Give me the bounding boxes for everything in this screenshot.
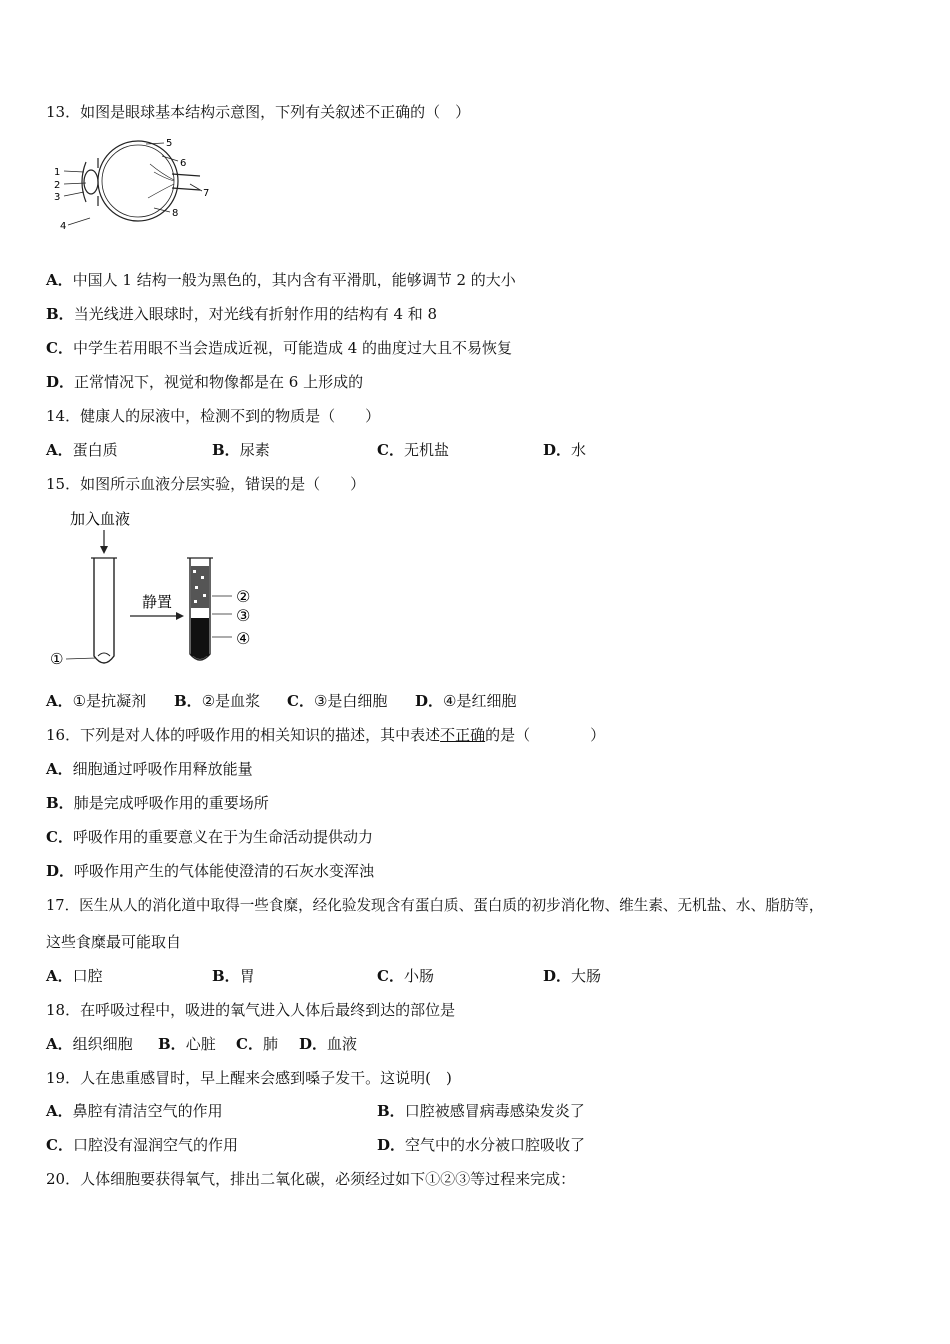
- q17-option-c: C．小肠: [377, 967, 434, 985]
- fig-label-2: ②: [236, 587, 251, 606]
- blood-layer-diagram: [46, 506, 276, 676]
- q13-option-c: C．中学生若用眼不当会造成近视，可能造成 4 的曲度过大且不易恢复: [46, 339, 513, 357]
- q13-option-a: A．中国人 1 结构一般为黑色的，其内含有平滑肌，能够调节 2 的大小: [46, 271, 516, 289]
- q15-stem: 15．如图所示血液分层实验，错误的是（ ）: [46, 475, 366, 493]
- q19-option-a: A．鼻腔有清洁空气的作用: [46, 1102, 223, 1120]
- q17-stem-line2: 这些食糜最可能取自: [46, 933, 182, 951]
- fig-label-4: ④: [236, 629, 251, 648]
- q18-option-b: B．心脏: [158, 1035, 216, 1053]
- q17-stem-line1: 17．医生从人的消化道中取得一些食糜，经化验发现含有蛋白质、蛋白质的初步消化物、维生素、无机盐、水、脂肪等，: [46, 897, 824, 914]
- eye-label-8: 8: [172, 208, 179, 219]
- q16-option-a: A．细胞通过呼吸作用释放能量: [46, 760, 253, 778]
- fig-label-1: ①: [50, 650, 64, 668]
- eye-label-7: 7: [203, 188, 210, 199]
- q20-stem: 20．人体细胞要获得氧气，排出二氧化碳，必须经过如下①②③等过程来完成：: [46, 1170, 576, 1188]
- q15-option-d: D．④是红细胞: [415, 692, 517, 710]
- q17-option-b: B．胃: [212, 967, 255, 985]
- q15-option-b: B．②是血浆: [174, 692, 261, 710]
- eye-label-6: 6: [180, 158, 187, 169]
- eye-label-5: 5: [166, 138, 173, 149]
- eye-label-1: 1: [54, 167, 61, 178]
- q18-stem: 18．在呼吸过程中，吸进的氧气进入人体后最终到达的部位是: [46, 1001, 456, 1019]
- fig-label-settle: 静置: [142, 593, 173, 611]
- q14-option-d: D．水: [543, 441, 587, 459]
- eye-label-4: 4: [60, 221, 67, 232]
- fig-label-add-blood: 加入血液: [70, 510, 131, 528]
- q16-stem: 16．下列是对人体的呼吸作用的相关知识的描述，其中表述不正确的是（ ）: [46, 726, 606, 744]
- q16-stem-underline: 不正确: [440, 726, 486, 744]
- q16-option-d: D．呼吸作用产生的气体能使澄清的石灰水变浑浊: [46, 862, 375, 880]
- eye-label-3: 3: [54, 192, 61, 203]
- q14-option-c: C．无机盐: [377, 441, 449, 459]
- q18-option-c: C．肺: [236, 1035, 278, 1053]
- fig-label-3: ③: [236, 606, 251, 625]
- q13-option-d: D．正常情况下，视觉和物像都是在 6 上形成的: [46, 373, 364, 391]
- q15-option-c: C．③是白细胞: [287, 692, 388, 710]
- q15-option-a: A．①是抗凝剂: [46, 692, 147, 710]
- q13-option-b: B．当光线进入眼球时，对光线有折射作用的结构有 4 和 8: [46, 305, 438, 323]
- q18-option-a: A．组织细胞: [46, 1035, 133, 1053]
- eye-diagram: [50, 134, 215, 234]
- q13-stem: 13．如图是眼球基本结构示意图，下列有关叙述不正确的（ ）: [46, 103, 471, 121]
- q19-option-d: D．空气中的水分被口腔吸收了: [377, 1136, 586, 1154]
- eye-label-2: 2: [54, 180, 61, 191]
- q14-option-a: A．蛋白质: [46, 441, 118, 459]
- q18-option-d: D．血液: [299, 1035, 358, 1053]
- q14-stem: 14．健康人的尿液中，检测不到的物质是（ ）: [46, 407, 381, 425]
- q17-option-d: D．大肠: [543, 967, 602, 985]
- q19-stem: 19．人在患重感冒时，早上醒来会感到嗓子发干。这说明( ): [46, 1069, 452, 1087]
- q19-option-b: B．口腔被感冒病毒感染发炎了: [377, 1102, 585, 1120]
- q14-option-b: B．尿素: [212, 441, 270, 459]
- q17-option-a: A．口腔: [46, 967, 103, 985]
- q16-option-c: C．呼吸作用的重要意义在于为生命活动提供动力: [46, 828, 373, 846]
- q16-option-b: B．肺是完成呼吸作用的重要场所: [46, 794, 269, 812]
- q19-option-c: C．口腔没有湿润空气的作用: [46, 1136, 238, 1154]
